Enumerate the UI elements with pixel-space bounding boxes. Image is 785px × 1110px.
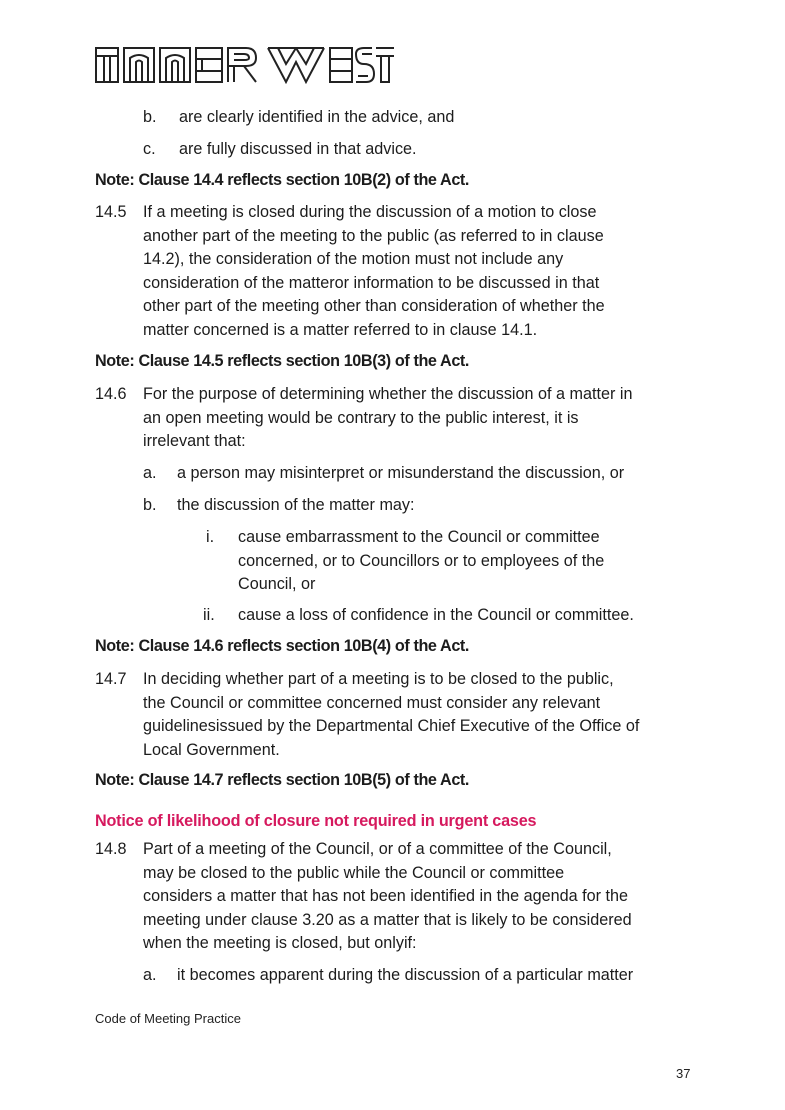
clause-14-5-text [143,201,605,342]
clause-number-14-6: 14.6 [95,385,127,403]
clause-14-7-line: the Council or committee concerned must consider any relevant [143,693,601,712]
logo-letter-n1 [124,48,154,82]
clause-14-6-text [143,383,632,454]
clause-14-8-text [143,838,632,956]
clause-14-8-line: when the meeting is closed, but onlyif: [143,934,417,952]
logo-letter-e1 [196,48,222,82]
list-item-c-text: are fully discussed in that advice. [179,140,417,158]
logo-letter-n2 [160,48,190,82]
inner-west-logo [94,44,394,84]
clause-14-8-a-text: it becomes apparent during the discussion of a particular matter [177,966,634,984]
list-marker-b: b. [143,108,157,126]
clause-14-5-line: matter concerned is a matter referred to in clause 14.1. [143,320,538,339]
clause-14-6-line: irrelevant that: [143,432,246,450]
clause-14-6-a-text: a person may misinterpret or misunderstand the discussion, or [177,464,625,482]
list-item-b-text: are clearly identified in the advice, and [179,108,455,126]
clause-14-7-line: In deciding whether part of a meeting is to be closed to the public, [143,670,614,688]
clause-14-6-i-line: concerned, or to Councillors or to employees of the [238,551,605,570]
clause-14-7-line: Local Government. [143,740,280,759]
clause-14-6-line: For the purpose of determining whether the discussion of a matter in [143,385,633,403]
clause-14-5-line: consideration of the matteror information to be discussed in that [143,273,600,292]
clause-number-14-8: 14.8 [95,840,127,858]
logo-letter-e2 [330,48,352,82]
list-marker-c: c. [143,140,156,158]
clause-14-5-line: 14.2), the consideration of the motion must not include any [143,250,564,268]
clause-number-14-7: 14.7 [95,670,127,688]
list-marker-a: a. [143,464,157,482]
clause-14-8-line: Part of a meeting of the Council, or of a committee of the Council, [143,840,612,858]
page-number: 37 [676,1066,691,1081]
clause-14-6-i-text [238,526,604,597]
note-clause-14-6: Note: Clause 14.6 reflects section 10B(4) of the Act. [95,637,470,655]
list-marker-ii: ii. [203,606,215,624]
clause-14-6-i-line: cause embarrassment to the Council or committee [238,528,600,546]
clause-14-6-line: an open meeting would be contrary to the public interest, it is [143,408,579,427]
clause-14-6-ii-text: cause a loss of confidence in the Council or committee. [238,606,634,624]
clause-14-8-line: considers a matter that has not been identified in the agenda for the [143,887,629,905]
clause-14-8-line: may be closed to the public while the Council or committee [143,863,565,882]
clause-14-7-line: guidelinesissued by the Departmental Chief Executive of the Office of [143,717,640,735]
note-clause-14-4: Note: Clause 14.4 reflects section 10B(2) of the Act. [95,171,470,189]
clause-14-5-line: If a meeting is closed during the discussion of a motion to close [143,203,597,221]
clause-14-8-line: meeting under clause 3.20 as a matter that is likely to be considered [143,910,632,929]
logo-letter-t [376,48,394,82]
clause-14-5-line: another part of the meeting to the public (as referred to in clause [143,226,604,245]
logo-letter-w [268,48,324,82]
note-clause-14-5: Note: Clause 14.5 reflects section 10B(3) of the Act. [95,352,470,370]
footer-document-title: Code of Meeting Practice [95,1011,241,1026]
clause-14-7-text [143,668,639,762]
clause-14-5-line: other part of the meeting other than consideration of whether the [143,297,605,315]
clause-14-6-b-text: the discussion of the matter may: [177,496,415,514]
clause-number-14-5: 14.5 [95,203,127,221]
list-marker-a: a. [143,966,157,984]
logo-letter-i [96,48,118,82]
logo-letter-s [356,48,374,82]
section-heading-urgent-cases: Notice of likelihood of closure not required in urgent cases [95,812,537,830]
list-marker-i: i. [206,528,215,546]
clause-14-6-i-line: Council, or [238,575,316,593]
note-clause-14-7: Note: Clause 14.7 reflects section 10B(5) of the Act. [95,771,470,789]
logo-letter-r [228,48,256,82]
list-marker-b: b. [143,496,157,514]
